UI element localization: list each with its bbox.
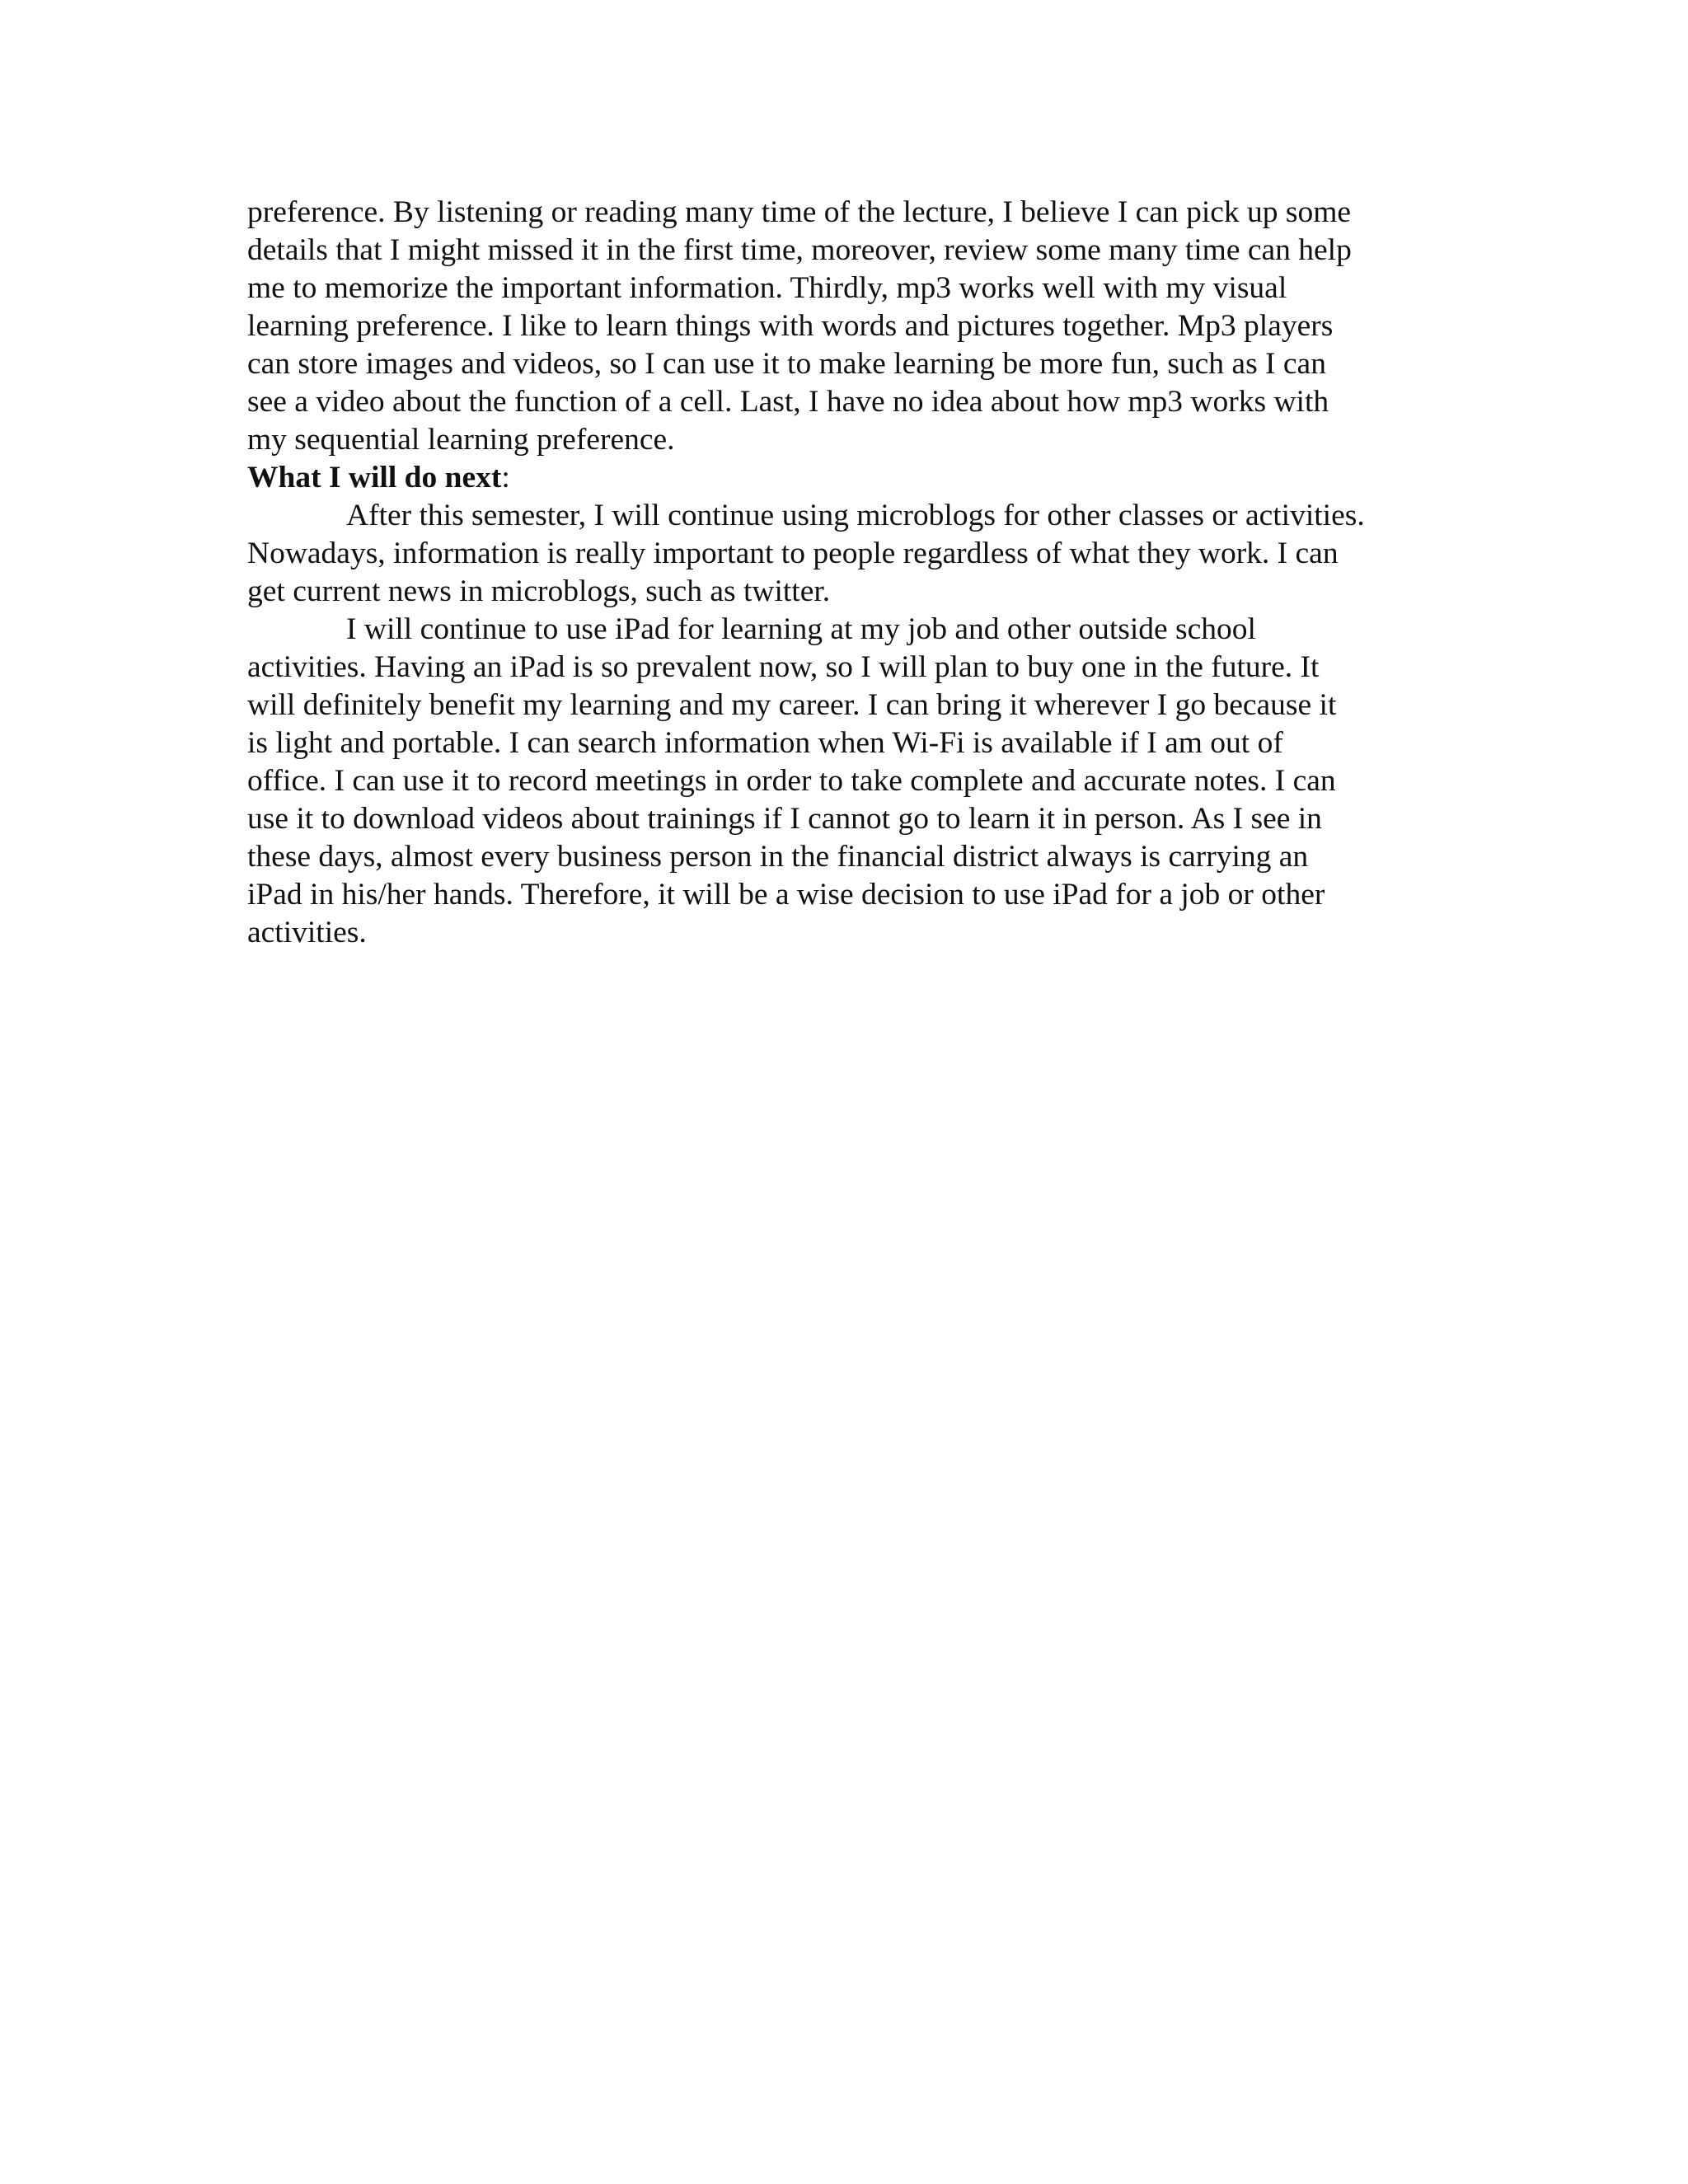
text-line: office. I can use it to record meetings in order to take complete and accurate notes. I can (247, 764, 1336, 798)
text-line: activities. Having an iPad is so prevalent now, so I will plan to buy one in the future. It (247, 650, 1320, 684)
text-line: will definitely benefit my learning and my career. I can bring it wherever I go because it (247, 688, 1337, 722)
section-heading-colon: : (501, 461, 510, 494)
paragraph-ipad (247, 611, 1451, 952)
text-line: learning preference. I like to learn things with words and pictures together. Mp3 players (247, 309, 1334, 343)
text-line: these days, almost every business person in the financial district always is carrying an (247, 840, 1309, 874)
paragraph-microblogs (247, 497, 1451, 611)
section-heading-text: What I will do next (247, 461, 502, 494)
text-line: preference. By listening or reading many time of the lecture, I believe I can pick up some (247, 195, 1352, 229)
text-line: is light and portable. I can search information when Wi-Fi is available if I am out of (247, 726, 1283, 760)
text-line: my sequential learning preference. (247, 423, 675, 457)
text-line: iPad in his/her hands. Therefore, it will be a wise decision to use iPad for a job or other (247, 878, 1325, 912)
section-heading (247, 459, 1451, 497)
text-line: can store images and videos, so I can use it to make learning be more fun, such as I can (247, 347, 1326, 381)
text-line: me to memorize the important information. Thirdly, mp3 works well with my visual (247, 271, 1287, 305)
document-body (247, 194, 1451, 952)
paragraph-mp3-preferences (247, 194, 1451, 459)
text-line-indented: I will continue to use iPad for learning at my job and other outside school (346, 612, 1256, 646)
text-line-indented: After this semester, I will continue using microblogs for other classes or activities. (346, 499, 1365, 532)
text-line: get current news in microblogs, such as twitter. (247, 574, 831, 608)
text-line: see a video about the function of a cell. Last, I have no idea about how mp3 works with (247, 385, 1329, 419)
text-line: activities. (247, 916, 367, 949)
text-line: Nowadays, information is really important to people regardless of what they work. I can (247, 537, 1339, 570)
text-line: details that I might missed it in the first time, moreover, review some many time can help (247, 233, 1352, 267)
text-line: use it to download videos about trainings if I cannot go to learn it in person. As I see in (247, 802, 1322, 836)
